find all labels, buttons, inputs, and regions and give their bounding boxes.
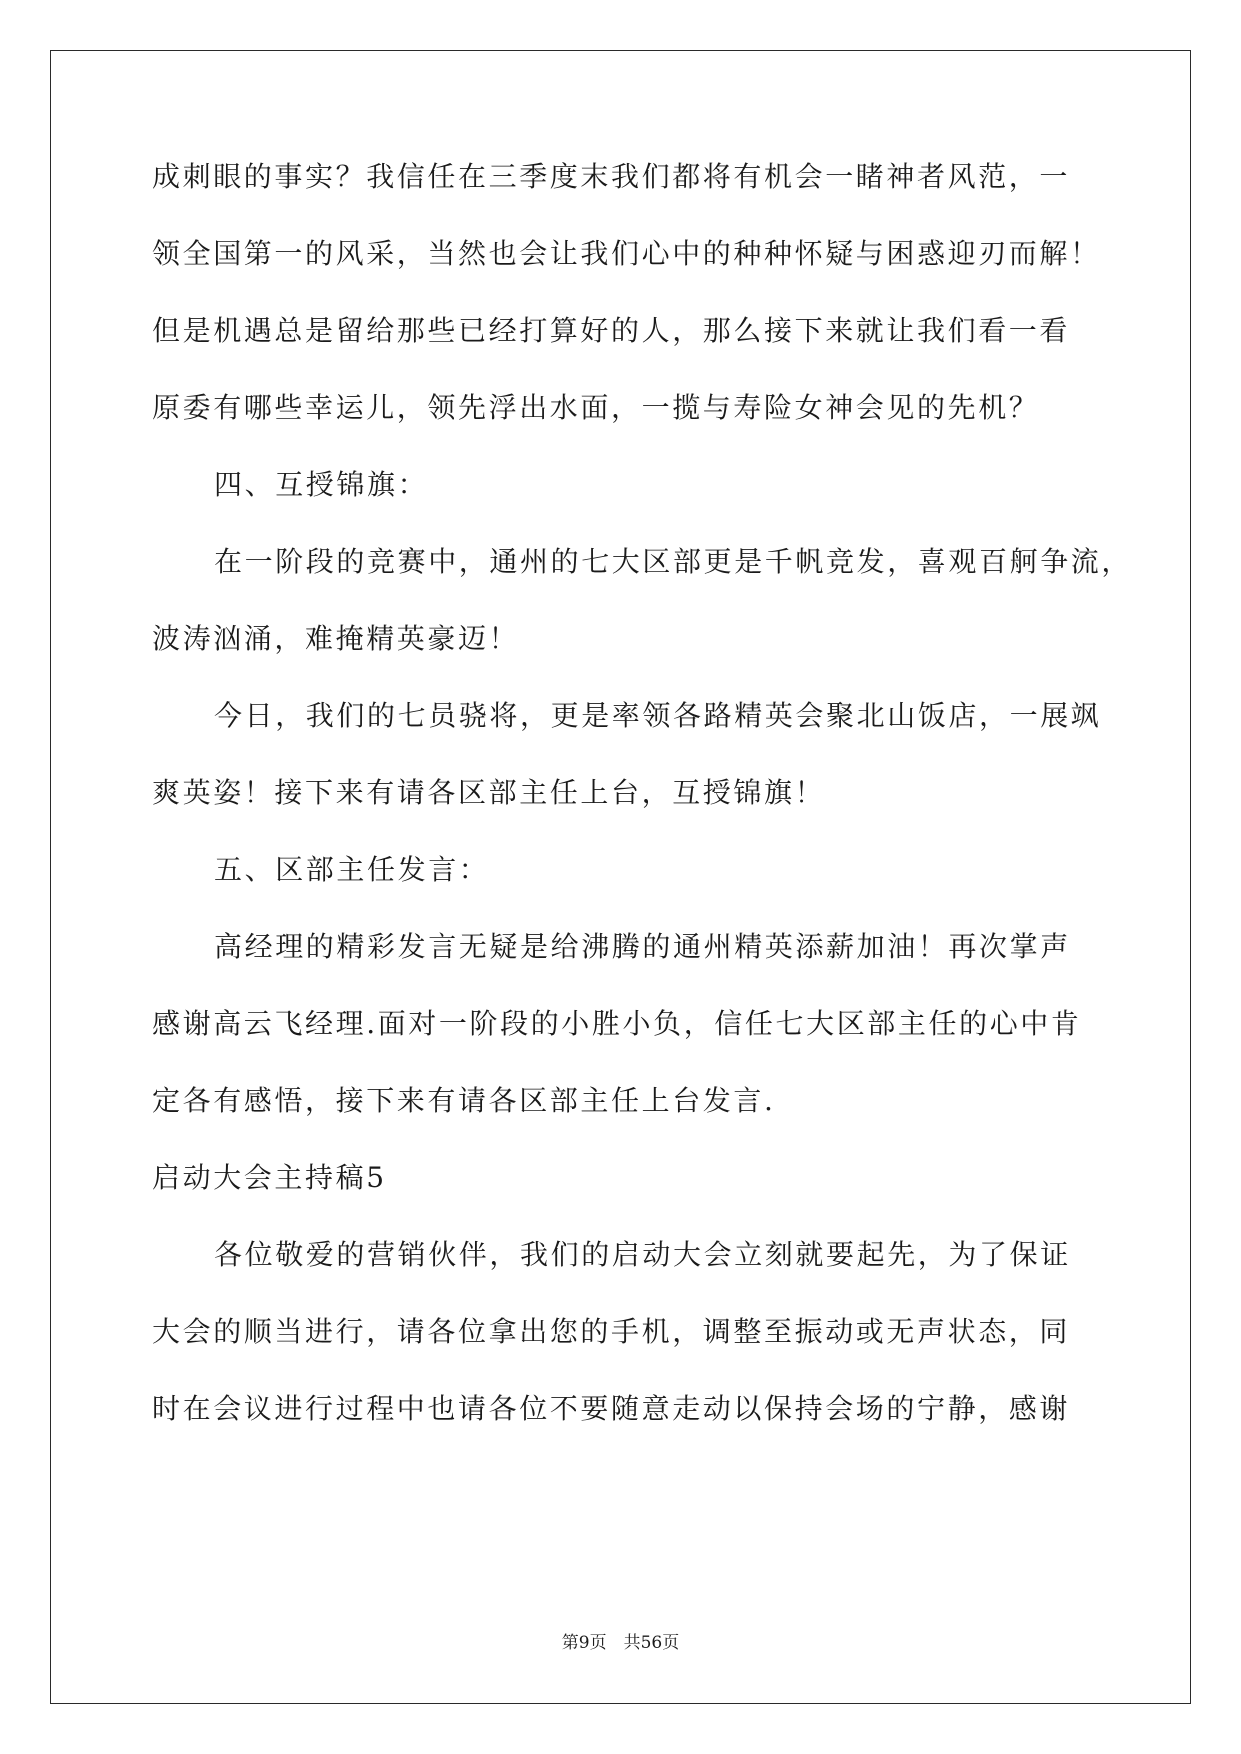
text-line: 成刺眼的事实？我信任在三季度末我们都将有机会一睹神者风范，一 <box>152 160 1071 193</box>
section-heading: 五、区部主任发言： <box>214 853 490 886</box>
text-line: 领全国第一的风采，当然也会让我们心中的种种怀疑与困惑迎刃而解！ <box>152 237 1101 270</box>
document-section-title: 启动大会主持稿5 <box>152 1161 387 1194</box>
text-line: 高经理的精彩发言无疑是给沸腾的通州精英添薪加油！再次掌声 <box>214 930 1071 963</box>
text-line: 在一阶段的竞赛中，通州的七大区部更是千帆竞发，喜观百舸争流， <box>214 545 1133 578</box>
text-line: 感谢高云飞经理.面对一阶段的小胜小负，信任七大区部主任的心中肯 <box>152 1007 1082 1040</box>
text-line: 原委有哪些幸运儿，领先浮出水面，一揽与寿险女神会见的先机？ <box>152 391 1040 424</box>
text-line: 爽英姿！接下来有请各区部主任上台，互授锦旗！ <box>152 776 826 809</box>
text-line: 波涛汹涌，难掩精英豪迈！ <box>152 622 520 655</box>
text-line: 定各有感悟，接下来有请各区部主任上台发言. <box>152 1084 776 1117</box>
text-line: 但是机遇总是留给那些已经打算好的人，那么接下来就让我们看一看 <box>152 314 1071 347</box>
section-heading: 四、互授锦旗： <box>214 468 429 501</box>
text-line: 时在会议进行过程中也请各位不要随意走动以保持会场的宁静，感谢 <box>152 1392 1071 1425</box>
text-line: 今日，我们的七员骁将，更是率领各路精英会聚北山饭店，一展飒 <box>214 699 1102 732</box>
page-number-footer: 第9页 共56页 <box>561 1633 680 1653</box>
text-line: 各位敬爱的营销伙伴，我们的启动大会立刻就要起先，为了保证 <box>214 1238 1071 1271</box>
text-line: 大会的顺当进行，请各位拿出您的手机，调整至振动或无声状态，同 <box>152 1315 1071 1348</box>
